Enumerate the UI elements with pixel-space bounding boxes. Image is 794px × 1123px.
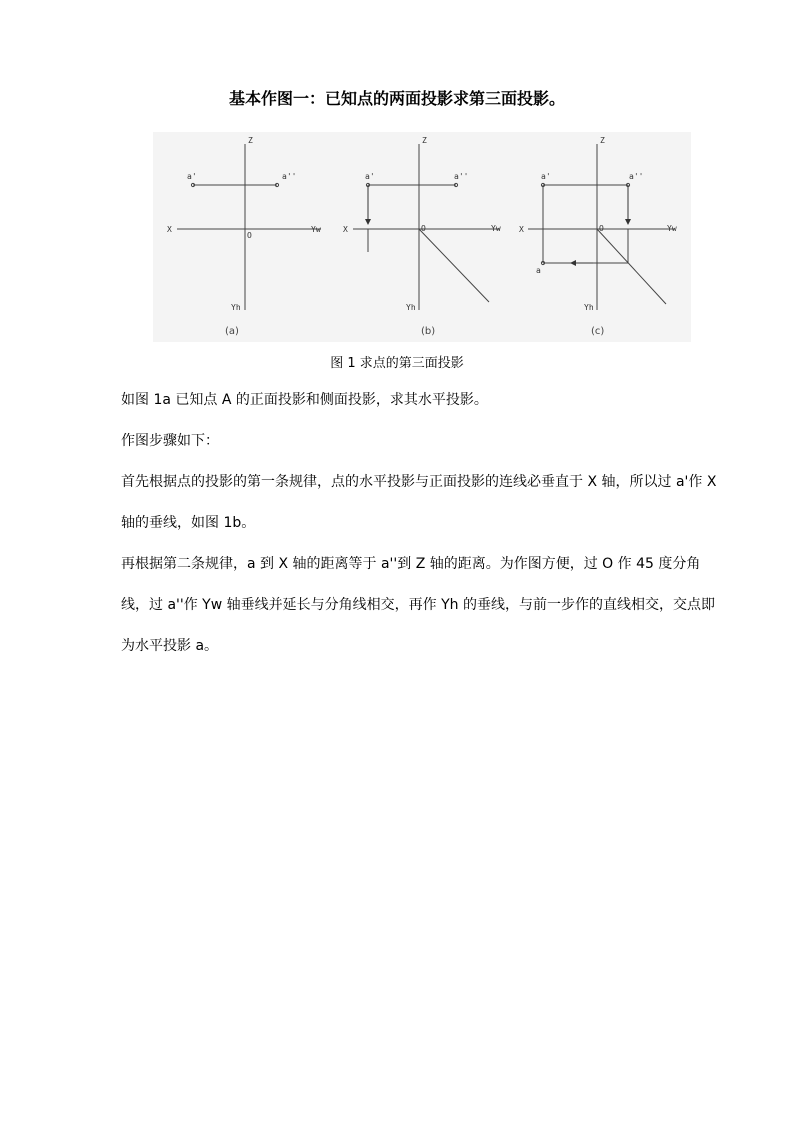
subfigure-a (167, 136, 321, 337)
bisector-45-c (597, 229, 666, 304)
label-yw-b: Yw (491, 224, 501, 233)
label-yh-a: Yh (231, 303, 241, 312)
label-a-prime-b: a' (365, 172, 375, 181)
label-a-double-prime-a: a'' (282, 172, 297, 181)
subfigure-c (519, 136, 677, 337)
label-a-prime-c: a' (541, 172, 551, 181)
label-o-b: O (421, 224, 426, 233)
label-o-a: O (247, 231, 252, 240)
label-z-b: Z (422, 136, 427, 145)
label-a-prime-a: a' (187, 172, 197, 181)
subfigure-label-c: (c) (591, 326, 605, 337)
label-z-a: Z (248, 136, 253, 145)
subfigure-label-b: (b) (421, 326, 436, 337)
label-x-b: X (343, 225, 348, 234)
figure-caption: 图 1 求点的第三面投影 (330, 356, 464, 371)
projection-figure (153, 132, 691, 342)
bisector-45-b (419, 229, 489, 302)
label-o-c: O (599, 224, 604, 233)
label-yh-c: Yh (584, 303, 594, 312)
page-title: 基本作图一：已知点的两面投影求第三面投影。 (228, 89, 565, 108)
label-z-c: Z (600, 136, 605, 145)
label-yw-a: Yw (311, 225, 321, 234)
subfigure-label-a: (a) (225, 326, 239, 337)
label-a-double-prime-c: a'' (629, 172, 644, 181)
label-a-c: a (536, 266, 541, 275)
label-a-double-prime-b: a'' (454, 172, 469, 181)
label-yh-b: Yh (406, 303, 416, 312)
subfigure-b (343, 136, 501, 337)
paragraph-steps-heading: 作图步骤如下： (121, 433, 219, 449)
label-x-a: X (167, 225, 172, 234)
label-x-c: X (519, 225, 524, 234)
label-yw-c: Yw (667, 224, 677, 233)
paragraph-rule-two: 再根据第二条规律，a 到 X 轴的距离等于 a''到 Z 轴的距离。为作图方便，过 O 作 45 度分角线，过 a''作 Yw 轴垂线并延长与分角线相交，再作 Yh 的垂线，与前一步作的直线相交，交点即为水平投影 a。 (121, 556, 715, 654)
paragraph-rule-one: 首先根据点的投影的第一条规律，点的水平投影与正面投影的连线必垂直于 X 轴，所以过 a'作 X 轴的垂线，如图 1b。 (121, 474, 717, 531)
paragraph-intro: 如图 1a 已知点 A 的正面投影和侧面投影，求其水平投影。 (121, 392, 488, 408)
